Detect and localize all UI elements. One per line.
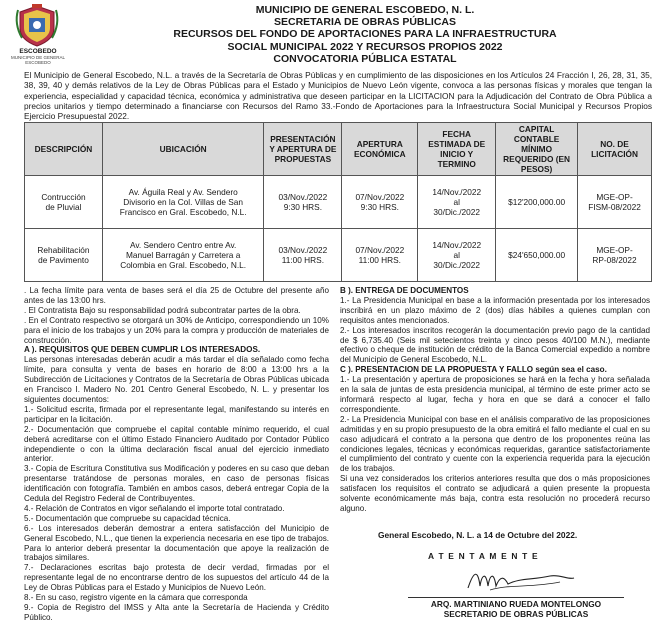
- requirement-item: 6.- Los interesados deberán demostrar a entera satisfacción del Municipio de General Escobedo, N.L., que tienen la experiencia necesaria en ese tipo de trabajos. Para lo anterior deberá presentar la documentación que apoye la realización de trabajos similares.: [24, 523, 329, 563]
- seal-icon: [12, 4, 62, 48]
- cell-descripcion: Contrucción de Pluvial: [25, 176, 103, 229]
- requirement-item: 8.- En su caso, registro vigente en la cámara que corresponda: [24, 593, 248, 603]
- cell-presentacion: 03/Nov./2022 9:30 HRS.: [264, 176, 342, 229]
- left-paragraph: Las personas interesadas deberán acudir a más tardar el día señalado como fecha límite, para consulta y venta de bases en horario de 8:00 a 13:00 hrs a la Subdirección de Licitaciones y Contratos de la Secretaría de Obras Públicas ubicada en Francisco I. Madero No. 201 Centro General Escobedo, N. L. y presentar los siguientes documentos:: [24, 355, 329, 404]
- header-line: MUNICIPIO DE GENERAL ESCOBEDO, N. L.: [255, 4, 475, 16]
- cell-apertura: 07/Nov./2022 9:30 HRS.: [342, 176, 418, 229]
- col-header: FECHA ESTIMADA DE INICIO Y TERMINO: [418, 123, 496, 176]
- table-header-row: [25, 123, 652, 176]
- table-row: [25, 229, 652, 282]
- section-a-heading: A ). REQUISITOS QUE DEBEN CUMPLIR LOS INTERESADOS.: [24, 345, 261, 355]
- requirement-item: 1.- Solicitud escrita, firmada por el representante legal, manifestando su interés en participar en la licitación.: [24, 404, 329, 424]
- right-paragraph: 1.- La Presidencia Municipal en base a la información presentada por los interesados inscribirá en un plazo máximo de 2 (dos) días hábiles a quienes cumplan con requisitos antes mencionados.: [340, 295, 650, 325]
- cell-capital: $12'200,000.00: [496, 176, 578, 229]
- requirement-item: 2.- Documentación que compruebe el capital contable mínimo requerido, el cual deberá acreditarse con el último Estado Financiero Auditado por Contador Público independiente o con la última declaración fiscal anual del ejercicio inmediato anterior.: [24, 424, 329, 464]
- cell-ubicacion: Av. Águila Real y Av. Sendero Divisorio en la Col. Villas de San Francisco en Gral. Escobedo, N.L.: [102, 176, 263, 229]
- col-header: UBICACIÓN: [102, 123, 263, 176]
- cell-fecha: 14/Nov./2022 al 30/Dic./2022: [418, 229, 496, 282]
- cell-licitacion: MGE-OP- FISM-08/2022: [578, 176, 652, 229]
- requirement-item: 3.- Copia de Escritura Constitutiva sus Modificación y poderes en su caso que deban presentarse tratándose de personas morales, en caso de personas físicas identificación con fotografía. También en ambos casos, deberá entregar Copia de la Cedula del Registro Federal de Contribuyentes.: [24, 464, 329, 504]
- signer-title: SECRETARIO DE OBRAS PÚBLICAS: [443, 609, 589, 619]
- col-header: NO. DE LICITACIÓN: [578, 123, 652, 176]
- requirement-item: 7.- Declaraciones escritas bajo protesta de decir verdad, firmadas por el representante legal de no encontrarse dentro de los supuestos del artículo 44 de la Ley de Obras Públicas para el Estado y Municipios de Nuevo León.: [24, 563, 329, 593]
- left-column: [24, 286, 329, 623]
- cell-presentacion: 03/Nov./2022 11:00 HRS.: [264, 229, 342, 282]
- cell-licitacion: MGE-OP- RP-08/2022: [578, 229, 652, 282]
- signature-line: [408, 597, 624, 598]
- left-paragraph: . La fecha límite para venta de bases será el día 25 de Octubre del presente año antes de las 13:00 hrs.: [24, 286, 329, 305]
- logo-subtitle: MUNICIPIO DE GENERAL ESCOBEDO: [10, 55, 65, 65]
- cell-apertura: 07/Nov./2022 11:00 HRS.: [342, 229, 418, 282]
- col-header: DESCRIPCIÓN: [25, 123, 103, 176]
- place-date: General Escobedo, N. L. a 14 de Octubre del 2022.: [378, 530, 578, 540]
- table-row: [25, 176, 652, 229]
- cell-fecha: 14/Nov./2022 al 30/Dic./2022: [418, 176, 496, 229]
- requirement-item: 5.- Documentación que compruebe su capacidad técnica.: [24, 513, 231, 523]
- cell-descripcion: Rehabilitación de Pavimento: [25, 229, 103, 282]
- header-line: RECURSOS DEL FONDO DE APORTACIONES PARA LA INFRAESTRUCTURA: [173, 28, 557, 41]
- right-column: [340, 286, 650, 514]
- header-line: CONVOCATORIA PÚBLICA ESTATAL: [273, 52, 457, 65]
- signer-name: ARQ. MARTINIANO RUEDA MONTELONGO: [430, 599, 602, 609]
- requirement-item: 4.- Relación de Contratos en vigor señalando el importe total contratado.: [24, 503, 285, 513]
- bids-table: [24, 122, 652, 282]
- right-paragraph: 1.- La presentación y apertura de proposiciones se hará en la fecha y hora señalada en la sala de juntas de esta presidencia municipal, al término de este primer acto se informará respecto al lugar, fecha y hora en que se dará a conocer el fallo correspondiente.: [340, 375, 650, 414]
- cell-capital: $24'650,000.00: [496, 229, 578, 282]
- header-line: SECRETARIA DE OBRAS PÚBLICAS: [273, 16, 456, 29]
- right-paragraph: 2.- Los interesados inscritos recogerán la documentación previo pago de la cantidad de $ 6,735.40 (Seis mil setecientos treinta y cinco pesos 40/100 M.N.), mediante efectivo o cheque de institución de crédito de la Banca Comercial expedido a nombre del Municipio de General Escobedo, N.L.: [340, 325, 650, 365]
- left-paragraph: . El Contratista Bajo su responsabilidad podrá subcontratar partes de la obra.: [24, 305, 301, 315]
- right-paragraph: 2.- La Presidencia Municipal con base en el análisis comparativo de las proposiciones admitidas y en su propio presupuesto de la obra emitirá el fallo mediante el cual en su caso adjudicará el contrato a la persona que dentro de los proponentes reúna las condiciones legales, técnicas y económicas requeridas, garantice satisfactoriamente el cumplimiento del contrato y cuente con la experiencia requerida para la ejecución de los trabajos.: [340, 414, 650, 474]
- section-b-heading: B ). ENTREGA DE DOCUMENTOS: [340, 286, 469, 295]
- col-header: CAPITAL CONTABLE MÍNIMO REQUERIDO (EN PESOS): [496, 123, 578, 176]
- header-line: SOCIAL MUNICIPAL 2022 Y RECURSOS PROPIOS 2022: [227, 40, 503, 53]
- section-c-heading: C ). PRESENTACION DE LA PROPUESTA Y FALLO según sea el caso.: [340, 365, 607, 375]
- logo-name: ESCOBEDO: [19, 48, 57, 55]
- cell-ubicacion: Av. Sendero Centro entre Av. Manuel Barragán y Carretera a Colombia en Gral. Escobedo, N.L.: [102, 229, 263, 282]
- signer-block: [398, 599, 634, 619]
- col-header: APERTURA ECONÓMICA: [342, 123, 418, 176]
- atentamente: A T E N T A M E N T E: [428, 551, 539, 561]
- left-paragraph: . En el Contrato respectivo se otorgará un 30% de Anticipo, correspondiendo un 10% para el inicio de los trabajos y un 20% para la compra y producción de materiales de construcción.: [24, 315, 329, 345]
- requirement-item: 9.- Copia de Registro del IMSS y Alta ante la Secretaría de Hacienda y Crédito Público.: [24, 603, 329, 622]
- right-paragraph: Si una vez considerados los criterios anteriores resulta que dos o más proposiciones satisfacen los requisitos el contrato se adjudicará a quien presente la propuesta solvente económicamente más baja, contra esta resolución no procederá recurso alguno.: [340, 474, 650, 513]
- notice-header: [68, 4, 662, 65]
- handwritten-signature: [460, 566, 580, 596]
- intro-paragraph: El Municipio de General Escobedo, N.L. a través de la Secretaría de Obras Públicas y en cumplimiento de las disposiciones en los Artículos 24 Fracción I, 26, 28, 31, 35, 38, 39, 40 y demás relativos de la Ley de Obras Públicas para el Estado y Municipios de Nuevo León vigente, convoca a las personas físicas y morales que tengan la experiencia, especialidad y capacidad técnica, económica y administrativa que deseen participar en la LICITACION para la Adjudicación del Contrato de Obra Pública a precios unitarios y tiempo determinado a financiarse con Recursos del Ramo 33.-Fondo de Aportaciones para la Infraestructura Social Municipal y Recursos Propios Ejercicio Presupuestal 2022.: [24, 70, 652, 122]
- col-header: PRESENTACIÓN Y APERTURA DE PROPUESTAS: [264, 123, 342, 176]
